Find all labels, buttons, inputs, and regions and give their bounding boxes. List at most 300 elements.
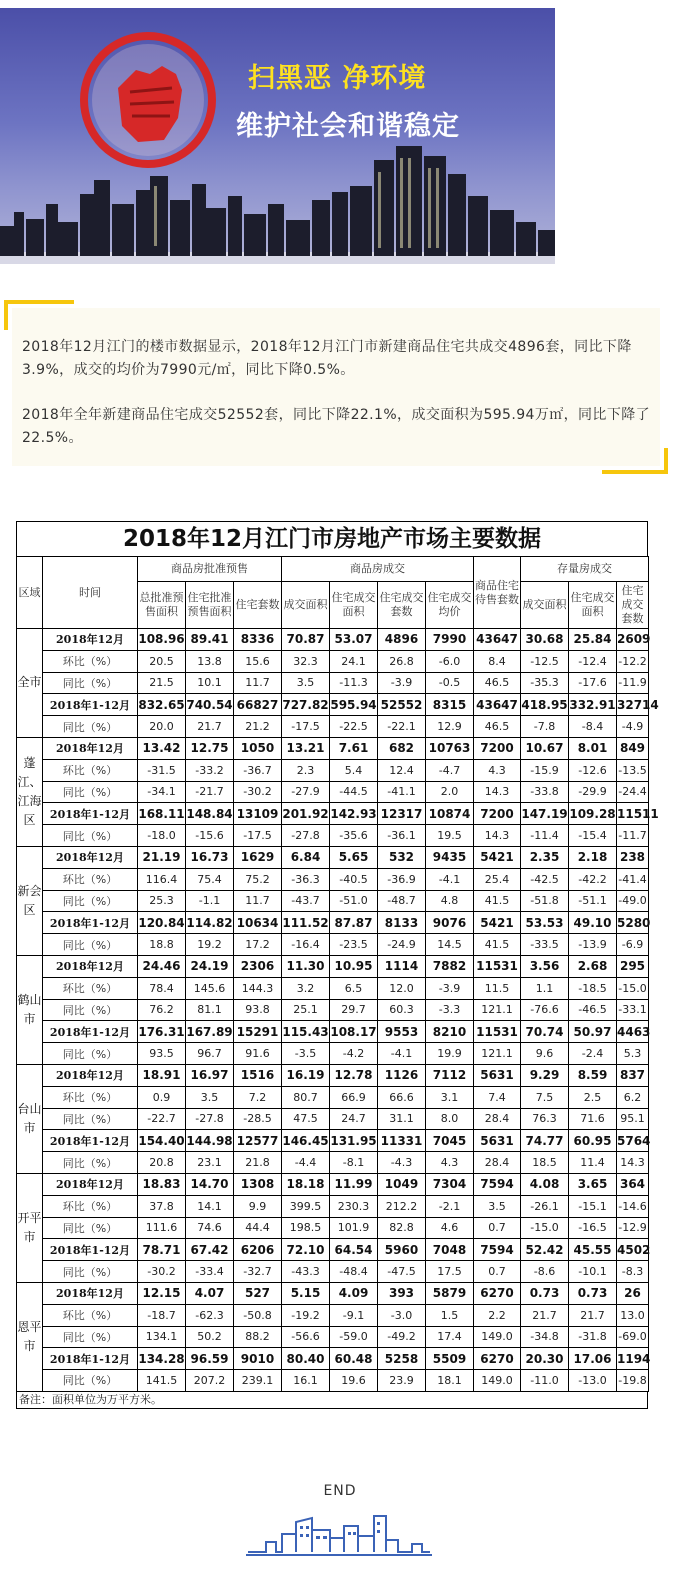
table-cell: -29.9 [569,781,617,803]
table-cell: 16.97 [186,1064,234,1086]
banner-title-line1: 扫黑恶 净环境 [248,63,427,94]
table-cell: 66.9 [330,1086,378,1108]
table-cell: -33.8 [521,781,569,803]
table-cell: 108.96 [138,629,186,651]
intro-paragraph-2: 2018年全年新建商品住宅成交52552套，同比下降22.1%，成交面积为595.94万㎡，同比下降了22.5%。 [22,407,651,446]
table-cell: -6.0 [426,650,474,672]
table-cell: 8.0 [426,1108,474,1130]
table-cell: 11.4 [569,1152,617,1174]
row-label: 同比（%） [43,1326,138,1348]
table-cell: 46.5 [474,672,521,694]
table-cell: 14.1 [186,1195,234,1217]
table-cell: 8210 [426,1021,474,1043]
table-cell: 115.43 [282,1021,330,1043]
table-row [17,759,649,781]
market-data-table [16,556,659,1392]
row-label: 环比（%） [43,1304,138,1326]
table-cell: 9435 [426,846,474,868]
table-cell: -4.1 [378,1043,426,1065]
row-label: 2018年12月 [43,629,138,651]
table-cell: 91.6 [234,1043,282,1065]
table-cell: 116.4 [138,868,186,890]
table-cell: 7200 [474,803,521,825]
table-cell: 2.68 [569,955,617,977]
table-cell: 176.31 [138,1021,186,1043]
banner [0,8,555,264]
table-cell: 19.9 [426,1043,474,1065]
table-row [17,1021,649,1043]
table-cell: 11.5 [474,977,521,999]
table-cell: 141.5 [138,1370,186,1392]
table-cell: 11.99 [330,1173,378,1195]
table-cell: -30.2 [234,781,282,803]
table-cell: -27.8 [282,825,330,847]
table-cell: 24.46 [138,955,186,977]
table-cell: 13.0 [617,1304,649,1326]
row-label: 同比（%） [43,781,138,803]
table-cell: 5509 [426,1348,474,1370]
table-cell: 3.56 [521,955,569,977]
row-label: 2018年12月 [43,955,138,977]
table-cell: -33.5 [521,934,569,956]
table-cell: -13.5 [617,759,649,781]
header-col-2: 住宅套数 [234,582,282,629]
table-cell: 148.84 [186,803,234,825]
table-cell: 134.1 [138,1326,186,1348]
table-cell: -41.4 [617,868,649,890]
table-cell: 12.0 [378,977,426,999]
table-cell: 740.54 [186,694,234,716]
table-cell: -4.1 [426,868,474,890]
table-row [17,825,649,847]
table-cell: 10.95 [330,955,378,977]
table-cell: 1049 [378,1173,426,1195]
table-cell: 12.15 [138,1282,186,1304]
table-cell: 14.3 [474,825,521,847]
table-cell: 87.87 [330,912,378,934]
table-row [17,1282,649,1304]
row-label: 2018年1-12月 [43,1348,138,1370]
table-cell: -35.6 [330,825,378,847]
table-cell: -15.6 [186,825,234,847]
header-region: 区域 [17,557,43,629]
table-cell: -27.8 [186,1108,234,1130]
table-cell: 7990 [426,629,474,651]
table-cell: 109.28 [569,803,617,825]
table-cell: 21.19 [138,846,186,868]
row-label: 同比（%） [43,1152,138,1174]
table-cell: 682 [378,737,426,759]
table-cell: 167.89 [186,1021,234,1043]
table-cell: -76.6 [521,999,569,1021]
table-cell: 5421 [474,912,521,934]
table-cell: -48.4 [330,1261,378,1283]
table-cell: 11511 [617,803,649,825]
table-cell: -30.2 [138,1261,186,1283]
table-cell: 7.61 [330,737,378,759]
row-label: 环比（%） [43,1195,138,1217]
table-cell: -16.4 [282,934,330,956]
header-group-transaction: 商品房成交 [282,557,474,582]
table-cell: 25.4 [474,868,521,890]
table-cell: 9010 [234,1348,282,1370]
table-cell: -22.1 [378,716,426,738]
table-cell: 4463 [617,1021,649,1043]
corner-decoration-top-left [4,300,74,330]
table-cell: -51.8 [521,890,569,912]
table-cell: 168.11 [138,803,186,825]
table-cell: 1126 [378,1064,426,1086]
table-cell: 32.3 [282,650,330,672]
table-cell: 37.8 [138,1195,186,1217]
table-cell: 70.87 [282,629,330,651]
table-cell: 1050 [234,737,282,759]
table-cell: 17.5 [426,1261,474,1283]
table-cell: 13.42 [138,737,186,759]
header-time: 时间 [43,557,138,629]
table-cell: -15.0 [521,1217,569,1239]
table-cell: 12.4 [378,759,426,781]
table-cell: -22.5 [330,716,378,738]
table-cell: -27.9 [282,781,330,803]
table-cell: -18.0 [138,825,186,847]
row-label: 同比（%） [43,672,138,694]
table-cell: 7594 [474,1173,521,1195]
header-group-presale: 商品房批准预售 [138,557,282,582]
table-cell: 154.40 [138,1130,186,1152]
table-row [17,781,649,803]
table-cell: -36.3 [282,868,330,890]
table-cell: -11.7 [617,825,649,847]
table-cell: 50.2 [186,1326,234,1348]
table-cell: 95.1 [617,1108,649,1130]
table-cell: -49.0 [617,890,649,912]
table-cell: -31.5 [138,759,186,781]
table-cell: 10763 [426,737,474,759]
table-cell: 49.10 [569,912,617,934]
table-cell: 14.3 [617,1152,649,1174]
table-row [17,1064,649,1086]
table-cell: 295 [617,955,649,977]
table-cell: 28.4 [474,1108,521,1130]
table-cell: 21.7 [569,1304,617,1326]
table-cell: 5631 [474,1130,521,1152]
table-cell: 393 [378,1282,426,1304]
table-cell: -4.7 [426,759,474,781]
table-cell: -35.3 [521,672,569,694]
table-cell: -32.7 [234,1261,282,1283]
table-cell: 74.6 [186,1217,234,1239]
row-label: 2018年1-12月 [43,912,138,934]
table-cell: 8.4 [474,650,521,672]
end-label: END [323,1483,357,1499]
table-cell: 78.71 [138,1239,186,1261]
row-label: 2018年1-12月 [43,1130,138,1152]
table-row [17,977,649,999]
table-cell: 12317 [378,803,426,825]
row-label: 同比（%） [43,716,138,738]
row-label: 2018年12月 [43,846,138,868]
table-cell: -41.1 [378,781,426,803]
table-cell: 14.5 [426,934,474,956]
table-cell: 70.74 [521,1021,569,1043]
row-label: 同比（%） [43,825,138,847]
table-row [17,1195,649,1217]
table-cell: -51.0 [330,890,378,912]
table-cell: 17.2 [234,934,282,956]
table-cell: -1.1 [186,890,234,912]
table-cell: 4.6 [426,1217,474,1239]
region-cell: 全市 [17,629,43,738]
table-row [17,1326,649,1348]
table-cell: 5.15 [282,1282,330,1304]
table-cell: 45.55 [569,1239,617,1261]
row-label: 2018年12月 [43,1064,138,1086]
table-cell: 89.41 [186,629,234,651]
table-cell: 24.19 [186,955,234,977]
table-cell: 239.1 [234,1370,282,1392]
table-cell: -36.9 [378,868,426,890]
table-cell: -8.4 [569,716,617,738]
table-cell: 6.5 [330,977,378,999]
row-label: 2018年1-12月 [43,1239,138,1261]
header-col-5: 住宅成交套数 [378,582,426,629]
table-cell: -6.9 [617,934,649,956]
table-cell: -19.2 [282,1304,330,1326]
table-cell: 2.5 [569,1086,617,1108]
table-cell: -40.5 [330,868,378,890]
header-col-0: 总批准预售面积 [138,582,186,629]
header-col-7: 成交面积 [521,582,569,629]
table-cell: 201.92 [282,803,330,825]
table-cell: -62.3 [186,1304,234,1326]
red-fist-icon [78,30,218,170]
table-cell: 14.70 [186,1173,234,1195]
table-cell: 532 [378,846,426,868]
table-cell: -12.6 [569,759,617,781]
table-cell: -56.6 [282,1326,330,1348]
table-cell: -3.0 [378,1304,426,1326]
table-cell: 23.9 [378,1370,426,1392]
table-cell: 5879 [426,1282,474,1304]
table-cell: 2306 [234,955,282,977]
table-row [17,934,649,956]
table-cell: 832.65 [138,694,186,716]
table-cell: 5258 [378,1348,426,1370]
table-row [17,1217,649,1239]
table-cell: 5764 [617,1130,649,1152]
table-cell: 81.1 [186,999,234,1021]
table-cell: 43647 [474,629,521,651]
table-cell: 21.7 [521,1304,569,1326]
table-cell: -3.3 [426,999,474,1021]
region-cell: 开平市 [17,1173,43,1282]
row-label: 同比（%） [43,890,138,912]
table-cell: -16.5 [569,1217,617,1239]
table-cell: -42.2 [569,868,617,890]
table-cell: 13.21 [282,737,330,759]
table-cell: -11.3 [330,672,378,694]
table-cell: -8.6 [521,1261,569,1283]
table-cell: 7.4 [474,1086,521,1108]
table-row [17,694,649,716]
table-cell: -8.3 [617,1261,649,1283]
table-cell: 7.5 [521,1086,569,1108]
table-cell: -3.9 [426,977,474,999]
table-cell: -49.2 [378,1326,426,1348]
table-cell: 74.77 [521,1130,569,1152]
table-cell: 5.3 [617,1043,649,1065]
table-cell: 5280 [617,912,649,934]
table-cell: 332.91 [569,694,617,716]
table-cell: 9.6 [521,1043,569,1065]
table-cell: 17.06 [569,1348,617,1370]
table-cell: -3.5 [282,1043,330,1065]
region-cell: 鹤山市 [17,955,43,1064]
table-cell: 108.17 [330,1021,378,1043]
table-cell: -15.1 [569,1195,617,1217]
table-cell: -4.2 [330,1043,378,1065]
table-cell: 101.9 [330,1217,378,1239]
table-cell: 111.52 [282,912,330,934]
table-cell: 2.35 [521,846,569,868]
table-cell: -4.4 [282,1152,330,1174]
table-row [17,1152,649,1174]
table-cell: 1.1 [521,977,569,999]
table-cell: 20.8 [138,1152,186,1174]
region-cell: 恩平市 [17,1282,43,1391]
table-cell: 21.5 [138,672,186,694]
table-cell: 15.6 [234,650,282,672]
table-cell: 10.1 [186,672,234,694]
table-row [17,1304,649,1326]
table-cell: 41.5 [474,890,521,912]
table-cell: -19.8 [617,1370,649,1392]
table-cell: 11.7 [234,672,282,694]
table-cell: 5421 [474,846,521,868]
table-cell: 18.18 [282,1173,330,1195]
table-cell: 6270 [474,1282,521,1304]
table-cell: 198.5 [282,1217,330,1239]
row-label: 2018年12月 [43,737,138,759]
table-cell: -46.5 [569,999,617,1021]
table-cell: 399.5 [282,1195,330,1217]
table-cell: 7.2 [234,1086,282,1108]
table-cell: 2.2 [474,1304,521,1326]
row-label: 2018年12月 [43,1173,138,1195]
table-cell: -13.0 [569,1370,617,1392]
table-row [17,1348,649,1370]
table-cell: 6206 [234,1239,282,1261]
table-row [17,1086,649,1108]
table-cell: 30.68 [521,629,569,651]
table-cell: 13109 [234,803,282,825]
table-cell: -10.1 [569,1261,617,1283]
table-cell: 6270 [474,1348,521,1370]
table-cell: 47.5 [282,1108,330,1130]
row-label: 环比（%） [43,759,138,781]
table-cell: -17.5 [282,716,330,738]
table-cell: 3.5 [282,672,330,694]
table-cell: -9.1 [330,1304,378,1326]
table-cell: 9553 [378,1021,426,1043]
table-cell: 76.2 [138,999,186,1021]
table-cell: 149.0 [474,1370,521,1392]
table-cell: 26.8 [378,650,426,672]
table-cell: -33.1 [617,999,649,1021]
table-cell: 72.10 [282,1239,330,1261]
row-label: 同比（%） [43,1370,138,1392]
table-cell: -11.0 [521,1370,569,1392]
table-cell: 1114 [378,955,426,977]
table-cell: -44.5 [330,781,378,803]
table-cell: 207.2 [186,1370,234,1392]
table-cell: 3.2 [282,977,330,999]
table-cell: 2.18 [569,846,617,868]
table-cell: 25.3 [138,890,186,912]
table-cell: 4.8 [426,890,474,912]
table-cell: 21.2 [234,716,282,738]
table-cell: -48.7 [378,890,426,912]
table-cell: 2609 [617,629,649,651]
table-cell: 9076 [426,912,474,934]
table-cell: 114.82 [186,912,234,934]
table-cell: 4.3 [474,759,521,781]
table-cell: 2.3 [282,759,330,781]
table-cell: -0.5 [426,672,474,694]
table-cell: 230.3 [330,1195,378,1217]
table-cell: -12.9 [617,1217,649,1239]
table-cell: 1.5 [426,1304,474,1326]
table-row [17,1130,649,1152]
table-cell: 134.28 [138,1348,186,1370]
table-cell: 727.82 [282,694,330,716]
table-cell: -42.5 [521,868,569,890]
table-cell: -50.8 [234,1304,282,1326]
table-cell: 0.9 [138,1086,186,1108]
table-cell: 11331 [378,1130,426,1152]
intro-paragraph-1: 2018年12月江门的楼市数据显示，2018年12月江门市新建商品住宅共成交4896套，同比下降3.9%，成交的均价为7990元/㎡，同比下降0.5%。 [22,339,632,378]
table-cell: -22.7 [138,1108,186,1130]
table-cell: -11.9 [617,672,649,694]
table-cell: 12.78 [330,1064,378,1086]
table-cell: 46.5 [474,716,521,738]
table-cell: 96.7 [186,1043,234,1065]
table-cell: -17.5 [234,825,282,847]
table-cell: -7.8 [521,716,569,738]
table-cell: 8.59 [569,1064,617,1086]
table-cell: 4502 [617,1239,649,1261]
table-cell: 17.4 [426,1326,474,1348]
table-row [17,955,649,977]
table-cell: 4896 [378,629,426,651]
table-cell: 131.95 [330,1130,378,1152]
table-row [17,912,649,934]
table-cell: 20.0 [138,716,186,738]
table-cell: 20.30 [521,1348,569,1370]
table-cell: 25.84 [569,629,617,651]
table-cell: 32714 [617,694,649,716]
table-cell: 146.45 [282,1130,330,1152]
table-cell: -43.3 [282,1261,330,1283]
row-label: 同比（%） [43,1108,138,1130]
table-cell: 111.6 [138,1217,186,1239]
table-cell: 8133 [378,912,426,934]
table-cell: 7200 [474,737,521,759]
table-cell: 120.84 [138,912,186,934]
table-cell: 10.67 [521,737,569,759]
table-cell: 29.7 [330,999,378,1021]
